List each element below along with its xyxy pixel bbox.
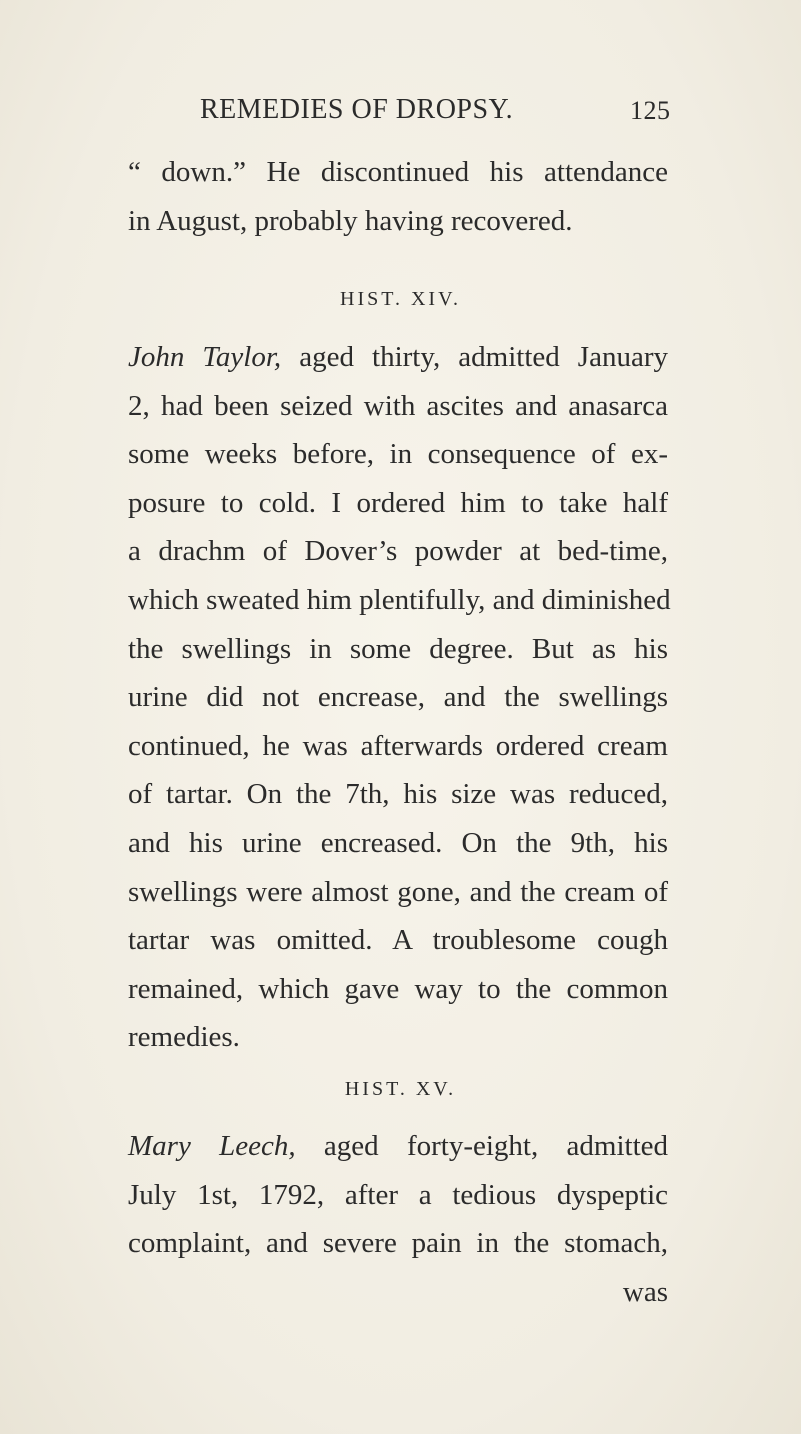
text-line: Mary Leech, aged forty-eight, admitted [128,1130,669,1162]
page-number: 125 [630,96,671,125]
patient-name: Mary Leech, [128,1130,296,1162]
catchword: was [622,1275,668,1308]
text-line: which sweated him plentifully, and diminished [128,583,671,616]
text-line: a drachm of Dover’s powder at bed-time, [128,535,668,568]
case-heading-xv: HIST. XV. [344,1078,457,1100]
text-line: of tartar. On the 7th, his size was reduced, [128,778,668,811]
text-line: and his urine encreased. On the 9th, his [128,826,668,859]
text-line: in August, probably having recovered. [128,204,573,237]
text-line: some weeks before, in consequence of ex- [128,438,668,471]
text-line: remained, which gave way to the common [128,972,668,1005]
case-xv-paragraph [128,1122,668,1316]
text-line: swellings were almost gone, and the cream of [128,875,668,908]
case-xiv-paragraph [128,333,671,1062]
patient-name: John Taylor, [128,341,282,373]
case-heading-xiv: HIST. XIV. [340,288,461,310]
text-line: urine did not encrease, and the swellings [128,681,668,714]
text-line: John Taylor, aged thirty, admitted January [128,341,668,373]
text-line: posure to cold. I ordered him to take half [128,486,668,519]
text-line: continued, he was afterwards ordered cream [128,729,668,762]
paragraph-continuation [128,148,668,245]
text-line: July 1st, 1792, after a tedious dyspeptic [128,1178,668,1211]
text-line: complaint, and severe pain in the stomach, [128,1227,668,1260]
text-line: tartar was omitted. A troublesome cough [128,924,668,957]
running-title: REMEDIES OF DROPSY. [200,94,514,125]
text-line: “ down.” He discontinued his attendance [128,156,668,188]
text-line: 2, had been seized with ascites and anasarca [128,389,668,422]
text-line: remedies. [128,1021,240,1054]
text-line: the swellings in some degree. But as his [128,632,668,665]
